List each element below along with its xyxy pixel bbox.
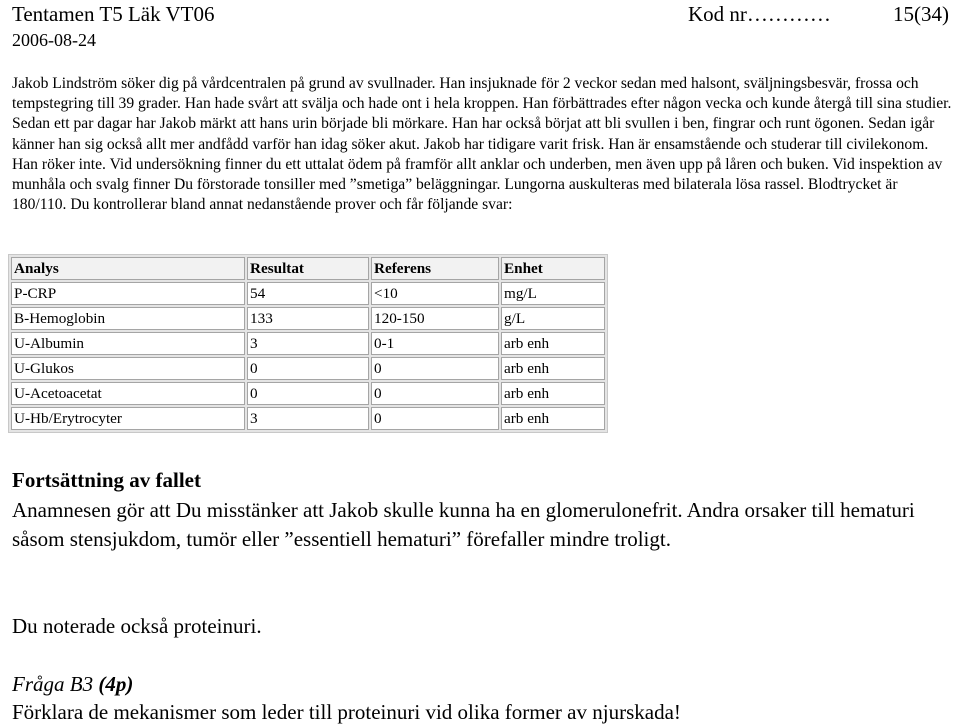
cell-enhet: arb enh [501,357,605,380]
cell-referens: 0-1 [371,332,499,355]
cell-resultat: 0 [247,382,369,405]
exam-date: 2006-08-24 [12,30,96,50]
cell-enhet: g/L [501,307,605,330]
cell-enhet: mg/L [501,282,605,305]
cell-resultat: 133 [247,307,369,330]
question-text: Förklara de mekanismer som leder till proteinuri vid olika former av njurskada! [12,700,681,724]
table-row [11,382,605,405]
cell-enhet: arb enh [501,332,605,355]
question-label: Fråga B3 [12,672,94,696]
case-description: Jakob Lindström söker dig på vårdcentralen på grund av svullnader. Han insjuknade för 2 veckor sedan med halsont, sväljningsbesvär, frossa och tempstegring till 39 grader. Han hade svårt att svälja och hade ont i hela kroppen. Han förbättrades efter någon vecka och kunde återgå till sina studier. Sedan ett par dagar har Jakob märkt att hans urin började bli mörkare. Han har också börjat att bli svullen i ben, fingrar och runt ögonen. Sedan igår känner han sig också allt mer andfådd varför han idag söker akut. Jakob har tidigare varit frisk. Han är ensamstående och studerar till civilekonom. Han röker inte. Vid undersökning finner du ett uttalat ödem på framför allt anklar och underben, men även upp på låren och buken. Vid inspektion av munhåla och svalg finner Du förstorade tonsiller med ”smetiga” beläggningar. Lungorna auskulteras med bilaterala lösa rassel. Blodtrycket är 180/110. Du kontrollerar bland annat nedanstående prover och får följande svar: [12,75,952,214]
column-header-referens: Referens [371,257,499,280]
cell-enhet: arb enh [501,382,605,405]
cell-analys: U-Albumin [11,332,245,355]
exam-title: Tentamen T5 Läk VT06 [12,2,215,26]
question-title [12,672,133,697]
question-points: (4p) [98,672,134,696]
column-header-resultat: Resultat [247,257,369,280]
cell-referens: <10 [371,282,499,305]
table-row [11,407,605,430]
section-heading: Fortsättning av fallet [12,468,201,492]
table-row [11,332,605,355]
cell-referens: 120-150 [371,307,499,330]
cell-analys: U-Hb/Erytrocyter [11,407,245,430]
table-row [11,282,605,305]
cell-referens: 0 [371,407,499,430]
lab-results-table [8,254,608,433]
cell-analys: P-CRP [11,282,245,305]
cell-resultat: 3 [247,407,369,430]
proteinuria-note: Du noterade också proteinuri. [12,614,262,638]
cell-referens: 0 [371,382,499,405]
column-header-analys: Analys [11,257,245,280]
cell-analys: B-Hemoglobin [11,307,245,330]
continuation-text: Anamnesen gör att Du misstänker att Jakob skulle kunna ha en glomerulonefrit. Andra orsaker till hematuri såsom stensjukdom, tumör eller ”essentiell hematuri” förefaller mindre troligt. [12,498,915,551]
cell-resultat: 3 [247,332,369,355]
cell-analys: U-Glukos [11,357,245,380]
code-number-field: Kod nr………… [688,2,831,26]
cell-resultat: 0 [247,357,369,380]
table-row [11,307,605,330]
table-row [11,357,605,380]
table-header-row [11,257,605,280]
cell-resultat: 54 [247,282,369,305]
cell-referens: 0 [371,357,499,380]
cell-analys: U-Acetoacetat [11,382,245,405]
column-header-enhet: Enhet [501,257,605,280]
cell-enhet: arb enh [501,407,605,430]
page-number: 15(34) [893,2,949,26]
